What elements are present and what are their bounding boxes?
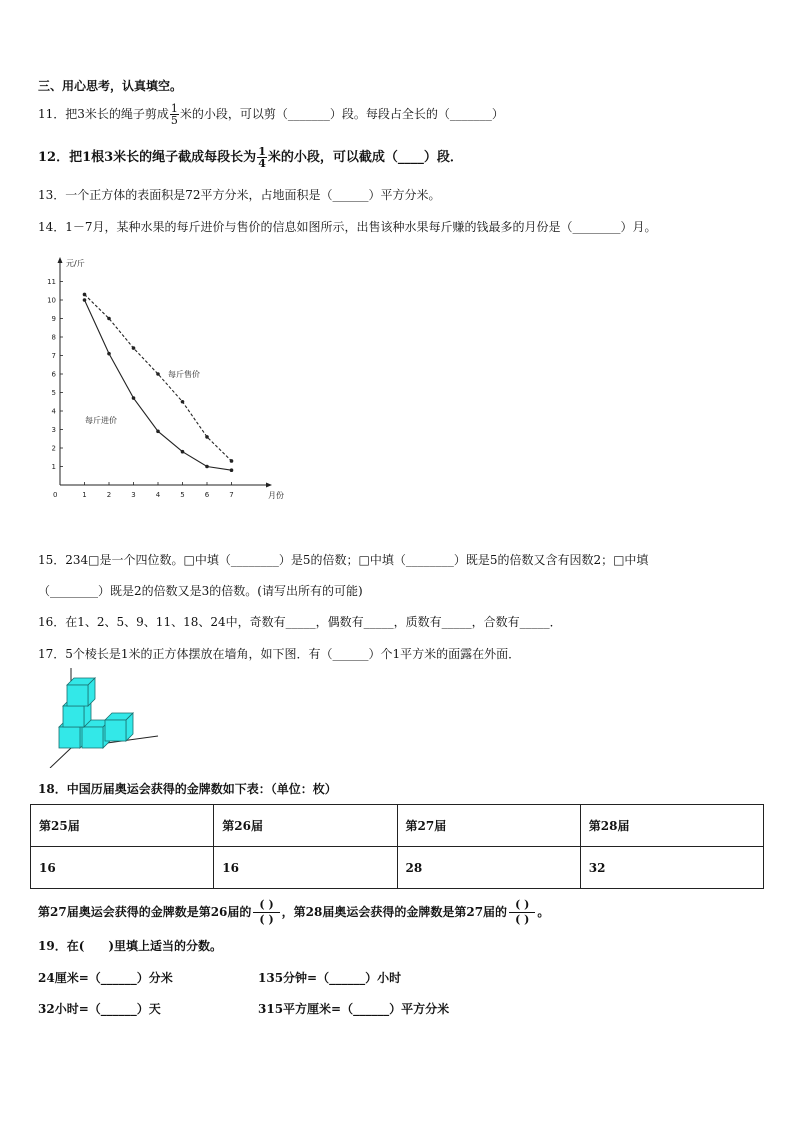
y-tick-label: 8: [51, 333, 56, 342]
question-11: [38, 103, 504, 126]
y-tick-label: 11: [47, 278, 56, 286]
x-axis-label: 月份: [268, 491, 284, 500]
table-cell: 28: [397, 847, 580, 889]
q19-item-2: 135分钟=（______）小时: [258, 971, 402, 985]
y-tick-label: 6: [51, 370, 56, 379]
y-tick-label: 2: [51, 444, 56, 453]
y-tick-label: 1: [51, 463, 56, 471]
question-15-line-1: 15．234□是一个四位数。□中填（________）是5的倍数；□中填（________）既是5的倍数又含有因数2；□中填: [38, 553, 649, 567]
data-point: [83, 298, 87, 302]
y-tick-label: 7: [51, 352, 56, 360]
table-row: [31, 847, 764, 889]
question-16: 16．在1、2、5、9、11、18、24中，奇数有_____，偶数有_____，质数有_____，合数有_____．: [38, 615, 562, 629]
q11-fraction: $\frac{1}{5}$: [170, 102, 178, 127]
cube-front-face: [82, 727, 103, 748]
y-axis-arrow: [58, 257, 63, 263]
medal-table: [30, 804, 764, 889]
q12-pre: 12．把1根3米长的绳子截成每段长为: [38, 150, 257, 165]
question-15-line-2: （________）既是2的倍数又是3的倍数。(请写出所有的可能): [38, 584, 363, 598]
cube-front-face: [105, 720, 126, 741]
question-19: 19．在( )里填上适当的分数。: [38, 939, 223, 953]
chart-svg: [40, 253, 300, 513]
x-tick-label: 3: [131, 491, 136, 499]
cube-front-face: [67, 685, 88, 706]
q18-blank-fraction-2: $\frac{( )}{( )}$: [509, 899, 535, 926]
data-point: [132, 396, 136, 400]
data-point: [230, 468, 234, 472]
table-cell: 第28届: [580, 805, 763, 847]
y-tick-label: 5: [51, 389, 56, 397]
y-axis-label: 元/斤: [66, 259, 85, 268]
section-title: 三、用心思考，认真填空。: [38, 79, 183, 93]
table-cell: 第25届: [31, 805, 214, 847]
question-18-followup: [38, 899, 549, 926]
y-tick-label: 9: [51, 315, 56, 323]
wall-edge-diagonal: [50, 748, 71, 768]
cube-group: [59, 678, 133, 748]
data-point: [107, 352, 111, 356]
price-line-chart: [40, 253, 300, 513]
q18-text-1: 第27届奥运会获得的金牌数是第26届的: [38, 905, 252, 919]
data-point: [181, 400, 185, 404]
series-line-2: [85, 300, 232, 470]
data-point: [107, 317, 111, 321]
x-tick-label: 4: [155, 491, 161, 499]
data-point: [83, 293, 87, 297]
question-12: [38, 146, 463, 169]
data-point: [156, 430, 160, 434]
cubes-svg: [40, 668, 170, 768]
corner-cubes-figure: [40, 668, 170, 768]
q12-post: 米的小段，可以截成（____）段．: [267, 150, 463, 165]
y-tick-label: 4: [51, 407, 56, 416]
x-tick-label: 1: [82, 491, 87, 499]
q12-fraction: $\frac{1}{4}$: [258, 145, 266, 170]
question-17: 17．5个棱长是1米的正方体摆放在墙角，如下图．有（______）个1平方米的面露在外面．: [38, 647, 521, 661]
table-header-row: [31, 805, 764, 847]
table-cell: 16: [214, 847, 397, 889]
q11-post: 米的小段，可以剪（_______）段。每段占全长的（_______）: [179, 107, 504, 121]
q19-item-3: 32小时=（______）天: [38, 1002, 161, 1016]
table-cell: 第26届: [214, 805, 397, 847]
cube-front-face: [59, 727, 80, 748]
data-point: [156, 372, 160, 376]
y-tick-label: 3: [51, 426, 56, 434]
series-line-1: [85, 294, 232, 461]
cube-front-face: [63, 706, 84, 727]
data-point: [230, 459, 234, 463]
table-cell: 第27届: [397, 805, 580, 847]
table-cell: 16: [31, 847, 214, 889]
question-14: 14．1－7月，某种水果的每斤进价与售价的信息如图所示，出售该种水果每斤赚的钱最多的月份是（________）月。: [38, 220, 657, 234]
x-tick-label: 2: [106, 491, 112, 499]
question-13: 13．一个正方体的表面积是72平方分米，占地面积是（______）平方分米。: [38, 188, 441, 202]
data-point: [205, 465, 209, 469]
data-point: [181, 450, 185, 454]
q18-text-3: 。: [537, 905, 550, 919]
question-18: 18．中国历届奥运会获得的金牌数如下表：（单位：枚）: [38, 782, 337, 796]
q18-text-2: ，第28届奥运会获得的金牌数是第27届的: [281, 905, 508, 919]
x-axis-arrow: [266, 483, 272, 488]
x-tick-label: 5: [180, 491, 185, 499]
q11-pre: 11．把3米长的绳子剪成: [38, 107, 169, 121]
origin-label: 0: [53, 491, 58, 499]
q18-blank-fraction-1: $\frac{( )}{( )}$: [253, 899, 279, 926]
data-point: [132, 346, 136, 350]
y-tick-label: 10: [47, 296, 56, 305]
series-label-sale-price: 每斤售价: [168, 370, 200, 379]
data-point: [205, 435, 209, 439]
q19-item-4: 315平方厘米=（______）平方分米: [258, 1002, 450, 1016]
x-tick-label: 6: [204, 491, 210, 499]
series-label-cost-price: 每斤进价: [85, 416, 117, 425]
table-cell: 32: [580, 847, 763, 889]
x-tick-label: 7: [229, 491, 234, 499]
q19-item-1: 24厘米=（______）分米: [38, 971, 173, 985]
